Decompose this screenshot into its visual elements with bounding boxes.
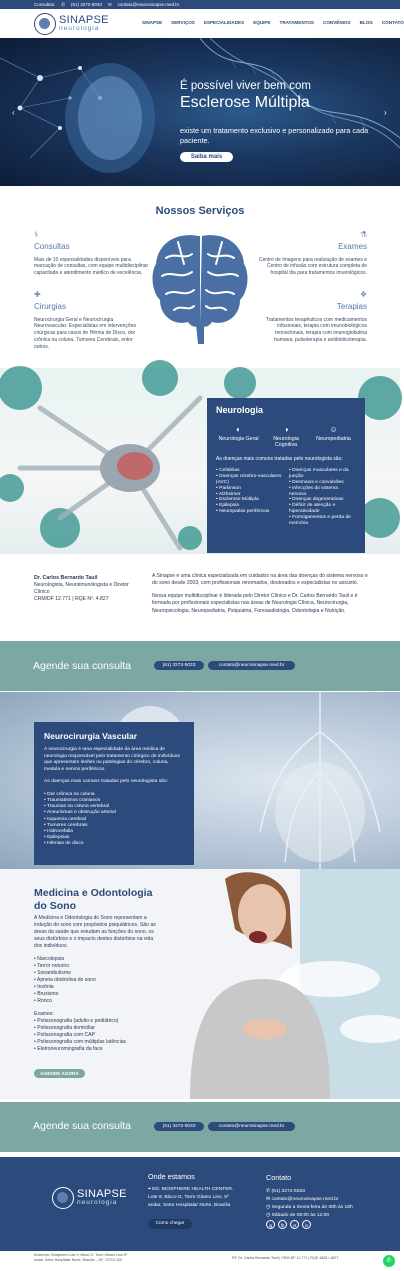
cta-title: Agende sua consulta bbox=[33, 1120, 132, 1132]
surgery-icon: ✚ bbox=[34, 290, 41, 299]
hero-banner bbox=[0, 38, 400, 186]
contact-title: Contato bbox=[266, 1173, 292, 1182]
footer-hours-1: ◷ Segunda a Sexta-feira de 08h às 18h bbox=[266, 1204, 353, 1210]
list-item: • Alzheimer bbox=[216, 492, 283, 498]
list-item: • Epilepsias bbox=[44, 835, 184, 841]
service-title: Terapias bbox=[336, 301, 367, 311]
nav-item-equipe[interactable]: EQUIPE bbox=[253, 20, 271, 25]
list-item: • Doenças musculares e da junção bbox=[289, 468, 356, 480]
logo[interactable] bbox=[34, 12, 124, 36]
footer-phone[interactable]: ✆ (61) 3272-5033 bbox=[266, 1189, 305, 1194]
mail-icon: ✉ bbox=[107, 1, 112, 7]
about-text bbox=[152, 573, 372, 615]
list-item: • Doenças degenerativas bbox=[289, 497, 356, 503]
phone-icon: ✆ bbox=[61, 1, 66, 7]
sleep-paragraph: A Medicina e Odontologia do Sono representam a indução do sono com propósitos psiquiátricos. São as áreas da saúde que estudam as funções do sono, os seus distúrbios e o impacto destes distúrbios na vida dos indivíduos. bbox=[34, 915, 156, 950]
brain-illustration bbox=[148, 228, 252, 346]
nav-item-especialidades[interactable]: ESPECIALIDADES bbox=[203, 20, 245, 25]
about-paragraph: A Sinapse é uma clínica especializada em cuidados na área das doenças do sistema nervoso e do sono desde 2003, com profissionais renomados, doutorados e especialistas no assunto. bbox=[152, 573, 368, 587]
brand-name: SINAPSE bbox=[77, 1188, 127, 1201]
list-item: • Traumas na coluna vertebral bbox=[44, 804, 184, 810]
service-title: Cirurgias bbox=[34, 301, 67, 311]
neurology-intro: As doenças mais comuns tratadas pelo neurologista são: bbox=[216, 456, 343, 462]
list-item: • Traumatismos cranianos bbox=[44, 798, 184, 804]
neurology-list-2 bbox=[289, 468, 356, 527]
saiba-mais-button[interactable]: Saiba mais bbox=[180, 152, 233, 162]
service-title: Consultas bbox=[34, 241, 70, 251]
exams-list bbox=[34, 1011, 159, 1053]
bottom-crm: RT: Dr. Carlos Bernardo Tauil | CRM-DF 12.771 | RQE 4828 / 4827 bbox=[232, 1256, 339, 1260]
microscope-icon: ⚗ bbox=[359, 230, 367, 239]
brand-name: SINAPSE bbox=[59, 14, 109, 27]
list-item: • Isquemia cerebral bbox=[44, 817, 184, 823]
list-item: • Cefaléias bbox=[216, 468, 283, 474]
como-chegar-button[interactable]: Como chegar bbox=[148, 1219, 192, 1229]
carousel-prev-icon[interactable]: ‹ bbox=[12, 108, 15, 117]
cta-email-button[interactable]: contato@neurosinapse.med.br bbox=[208, 661, 295, 670]
sleep-title-line1: Medicina e Odontologia bbox=[34, 887, 153, 899]
list-item: • Insônia bbox=[34, 984, 54, 991]
nav-item-sinapse[interactable]: SINAPSE bbox=[142, 20, 163, 25]
sleep-title bbox=[34, 887, 152, 913]
child-icon: ☺ bbox=[329, 425, 338, 434]
bottom-bar bbox=[0, 1251, 400, 1271]
topbar-phone-link[interactable]: (61) 3272-5033 bbox=[71, 2, 102, 7]
list-item: • Polissonografia (adulto e pediátrico) bbox=[34, 1018, 119, 1025]
list-item: • Esclerose Múltipla bbox=[216, 497, 283, 503]
service-text: Tratamentos terapêuticos com medicamentos infusionais, terapia com imunobiológicos monoclonais, terapia com imunoglobulina humana, pulsoterapia e antibioticoterapia. bbox=[265, 316, 367, 343]
whatsapp-icon[interactable]: ✆ bbox=[383, 1255, 395, 1267]
service-title: Exames bbox=[338, 241, 367, 251]
footer-hours-2: ◷ Sábado de 08:00 às 12:00 bbox=[266, 1212, 330, 1218]
footer-email[interactable]: ✉ contato@neurosinapse.med.br bbox=[266, 1196, 339, 1202]
vascular-intro: As doenças mais comuns tratadas pelo neurologista são: bbox=[44, 779, 168, 785]
doctor-info bbox=[34, 575, 134, 603]
neurology-title: Neurologia bbox=[216, 405, 264, 415]
doctor-name: Dr. Carlos Bernardo Tauil bbox=[34, 575, 98, 581]
brand-sub: neurologia bbox=[59, 25, 100, 33]
list-item: • Polissonografia domiciliar bbox=[34, 1025, 95, 1032]
list-item: • Formigamentos e perda de memória bbox=[289, 515, 356, 527]
list-item: • Neuropatias periféricas bbox=[216, 509, 283, 515]
cta-phone-button[interactable]: (61) 3272-5033 bbox=[154, 1122, 204, 1131]
neurology-card bbox=[207, 398, 365, 553]
list-item: • Desmaios e convulsões bbox=[289, 480, 356, 486]
youtube-icon[interactable]: yt bbox=[290, 1220, 299, 1229]
hero-line2: Esclerose Múltipla bbox=[180, 94, 310, 111]
service-cirurgias bbox=[34, 290, 144, 350]
hero-text: existe um tratamento exclusivo e personalizado para cada paciente. bbox=[180, 126, 369, 145]
vascular-card bbox=[34, 722, 194, 865]
neurology-sub: Neurologia Geral bbox=[218, 436, 259, 442]
sleep-text bbox=[34, 915, 159, 1059]
linkedin-icon[interactable]: in bbox=[302, 1220, 311, 1229]
list-item: • Tumores cerebrais bbox=[44, 823, 184, 829]
list-item: • Infecções do sistema nervoso bbox=[289, 486, 356, 498]
doctor-icon: ⚕ bbox=[34, 230, 39, 239]
pin-icon: ⌖ bbox=[148, 1187, 153, 1192]
footer-contact bbox=[266, 1188, 376, 1219]
service-exames bbox=[256, 230, 367, 277]
nav-item-tratamentos[interactable]: TRATAMENTOS bbox=[279, 20, 314, 25]
social-links bbox=[266, 1220, 311, 1229]
doctor-crm: CRM/DF 12.771 | RQE Nº. 4.827 bbox=[34, 595, 109, 602]
vascular-title: Neurocirurgia Vascular bbox=[44, 731, 138, 741]
facebook-icon[interactable]: fb bbox=[278, 1220, 287, 1229]
nav-item-servicos[interactable]: SERVIÇOS bbox=[171, 20, 195, 25]
exams-label: Exames: bbox=[34, 1011, 54, 1018]
list-item: • Aneurismas e obstrução arterial bbox=[44, 810, 184, 816]
list-item: • Sonambulismo bbox=[34, 970, 71, 977]
service-terapias bbox=[256, 290, 367, 344]
about-paragraph: Nossa equipe multidisciplinar é liderada pelo Diretor Clínico e Dr. Carlos Bernardo Tauil e é formada por profissionais especialistas nas áreas de Neurologia Clínica, Neurocirurgia, Neuropsicologia, Neuropediatria, Psiquiatria, Fonoaudiologia, Odontologia e Nutrição. bbox=[152, 593, 358, 614]
list-item: • Apneia obstrutiva do sono bbox=[34, 977, 96, 984]
list-item: • Bruxismo bbox=[34, 991, 59, 998]
carousel-next-icon[interactable]: › bbox=[384, 108, 387, 117]
vascular-list bbox=[44, 792, 184, 847]
chat-icon: ❖ bbox=[359, 290, 367, 299]
neuron-dna-illustration bbox=[0, 38, 400, 186]
top-bar bbox=[0, 0, 400, 9]
head-brain-icon: ◑ bbox=[283, 425, 289, 434]
list-item: • Doenças cérebro-vasculares (AVC) bbox=[216, 474, 283, 486]
list-item: • Hidrocefalia bbox=[44, 829, 184, 835]
bottom-address: Endereço: Biosphere Lote 9, Bloco G. Torre Gitano Lins 5º andar, Setor Hospitalar Norte, Brasília – DF, 70710-100 bbox=[34, 1253, 127, 1262]
neurology-sub: Neurologia Cognitiva bbox=[273, 436, 299, 448]
cta-email-button[interactable]: contato@neurosinapse.med.br bbox=[208, 1122, 295, 1131]
list-item: • Eletroneuromiografia da face bbox=[34, 1046, 103, 1053]
footer-logo[interactable] bbox=[52, 1186, 132, 1210]
neurology-sub: Neuropediatria bbox=[316, 436, 351, 442]
list-item: • Déficit de atenção e hiperatividade bbox=[289, 503, 356, 515]
list-item: • Hérnias de disco bbox=[44, 841, 184, 847]
list-item: • Parkinson bbox=[216, 486, 283, 492]
list-item: • Dor crônica na coluna bbox=[44, 792, 184, 798]
list-item: • Polissonografia com CAP bbox=[34, 1032, 95, 1039]
sleep-title-line2: do Sono bbox=[34, 900, 76, 913]
services-title: Nossos Serviços bbox=[155, 205, 245, 217]
brain-logo-icon bbox=[52, 1187, 74, 1209]
footer-address: ⌖ ED. BIOSPHERE HEALTH CENTER. Lote 9, Bloco G, Torre Gitano Lins, 5º andar, Setor Hospitalar Norte, Brasília bbox=[148, 1187, 234, 1208]
agende-agora-button[interactable]: AGENDE AGORA bbox=[34, 1069, 85, 1078]
service-text: Mais de 10 especialidades disponíveis para marcação de consultas, com equipe multidisciplinar capacitada e atendimento médico de excelência. bbox=[34, 256, 149, 277]
nav-item-convenios[interactable]: CONVÊNIOS bbox=[323, 20, 351, 25]
neurology-list-1 bbox=[216, 468, 283, 527]
consultas-label: Consultas: bbox=[34, 2, 56, 7]
service-consultas bbox=[34, 230, 149, 277]
brand-sub: neurologia bbox=[77, 1199, 118, 1207]
sleep-list bbox=[34, 956, 159, 1005]
hero-line1: É possível viver bem com bbox=[180, 80, 312, 92]
instagram-icon[interactable]: ig bbox=[266, 1220, 275, 1229]
list-item: • Ronco bbox=[34, 998, 52, 1005]
cta-phone-button[interactable]: (61) 3272-5033 bbox=[154, 661, 204, 670]
service-text: Centro de Imagens para realização de exames e Centro de infusão com estrutura completa de hospital dia para tratamentos imunológicos. bbox=[258, 256, 367, 277]
list-item: • Polissonografia com múltiplas latências bbox=[34, 1039, 127, 1046]
main-nav bbox=[142, 20, 404, 25]
nav-item-blog[interactable]: BLOG bbox=[359, 20, 373, 25]
doctor-role: Neurologista, Neuroimunologista e Diretor Clínico bbox=[34, 582, 129, 596]
nav-item-contato[interactable]: CONTATO bbox=[381, 20, 404, 25]
brain-icon: ◐ bbox=[236, 425, 241, 434]
topbar-email-link[interactable]: contato@neurosinapse.med.br bbox=[117, 2, 180, 7]
list-item: • Epilepsia bbox=[216, 503, 283, 509]
list-item: • Terror noturno bbox=[34, 963, 70, 970]
list-item: • Narcolepsia bbox=[34, 956, 65, 963]
brain-logo-icon bbox=[34, 13, 56, 35]
cta-title: Agende sua consulta bbox=[33, 660, 132, 672]
vascular-text: A neurocirurgia é uma especialidade da área médica de neurologia responsável pelo tratamento cirúrgico de indivíduos que apresentam lesões ou patologias do cérebro, coluna, medula e nervos periféricos. bbox=[44, 747, 180, 772]
where-title: Onde estamos bbox=[148, 1172, 195, 1181]
service-text: Neurocirurgia Geral e Neurocirurgia Neurovascular. Especialistas em intervenções cirúrgicas para casos de Hérnia de Disco, dor crônica na coluna, Tumores Cerebrais, entre outros. bbox=[34, 316, 136, 350]
